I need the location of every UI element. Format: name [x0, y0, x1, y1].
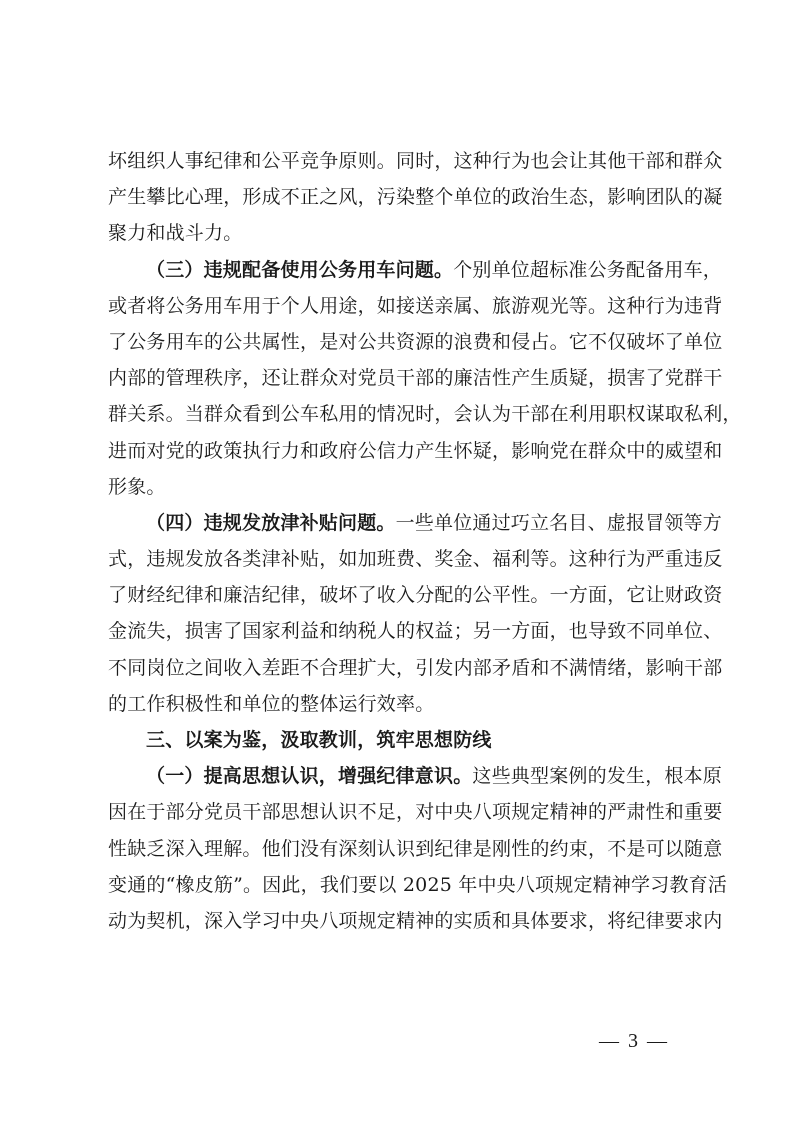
text-line: 或者将公务用车用于个人用途，如接送亲属、旅游观光等。这种行为违背 — [108, 294, 723, 317]
text-line: 坏组织人事纪律和公平竞争原则。同时，这种行为也会让其他干部和群众 — [108, 150, 723, 172]
text-line: 进而对党的政策执行力和政府公信力产生怀疑，影响党在群众中的威望和 — [108, 439, 723, 462]
text-span: 个别单位超标准公务配备用车， — [453, 258, 723, 281]
section-heading: 三、以案为鉴，汲取教训，筑牢思想防线 — [146, 729, 492, 751]
text-line: 的工作积极性和单位的整体运行效率。 — [108, 692, 435, 715]
section-lead: （一）提高思想认识，增强纪律意识。 — [146, 765, 473, 788]
paragraph-first-line — [108, 252, 723, 288]
text-line: 式，违规发放各类津补贴，如加班费、奖金、福利等。这种行为严重违反 — [108, 548, 723, 571]
text-line: 不同岗位之间收入差距不合理扩大，引发内部矛盾和不满情绪，影响干部 — [108, 656, 723, 679]
text-line: 内部的管理秩序，还让群众对党员干部的廉洁性产生质疑，损害了党群干 — [108, 367, 723, 390]
text-line: 产生攀比心理，形成不正之风，污染整个单位的政治生态，影响团队的凝 — [108, 186, 723, 209]
text-line: 了财经纪律和廉洁纪律，破坏了收入分配的公平性。一方面，它让财政资 — [108, 584, 723, 607]
text-line: 聚力和战斗力。 — [108, 222, 243, 245]
paragraph-first-line — [108, 758, 723, 794]
text-span: 一些单位通过巧立名目、虚报冒领等方 — [395, 511, 723, 534]
section-lead: （三）违规配备使用公务用车问题。 — [146, 258, 454, 281]
text-line: 动为契机，深入学习中央八项规定精神的实质和具体要求，将纪律要求内 — [108, 909, 723, 932]
text-line: 变通的“橡皮筋”。因此，我们要以 2025 年中央八项规定精神学习教育活 — [108, 873, 728, 896]
page-number: — 3 — — [599, 1030, 669, 1052]
text-line: 群关系。当群众看到公车私用的情况时，会认为干部在利用职权谋取私利， — [108, 403, 742, 426]
document-body — [108, 143, 742, 939]
section-lead: （四）违规发放津补贴问题。 — [146, 511, 396, 534]
text-span: 这些典型案例的发生，根本原 — [472, 765, 723, 788]
text-line: 金流失，损害了国家利益和纳税人的权益；另一方面，也导致不同单位、 — [108, 620, 723, 643]
text-line: 形象。 — [108, 475, 166, 498]
text-line: 因在于部分党员干部思想认识不足，对中央八项规定精神的严肃性和重要 — [108, 801, 723, 824]
text-line: 性缺乏深入理解。他们没有深刻认识到纪律是刚性的约束，不是可以随意 — [108, 837, 723, 860]
paragraph-first-line — [108, 505, 723, 541]
text-line: 了公务用车的公共属性，是对公共资源的浪费和侵占。它不仅破坏了单位 — [108, 330, 723, 353]
